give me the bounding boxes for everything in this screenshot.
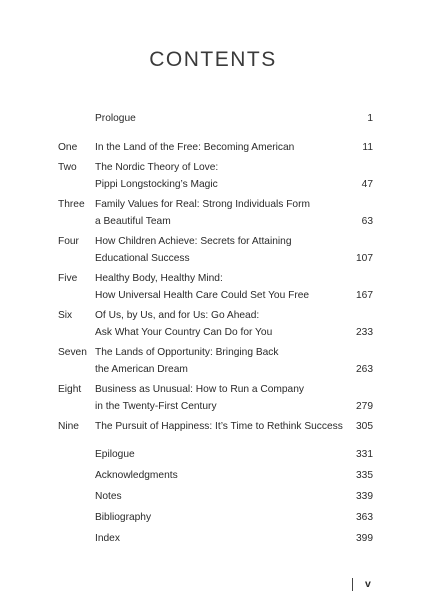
page-number: 339 — [356, 491, 373, 502]
chapter-number: One — [58, 142, 78, 153]
page-number: 47 — [361, 179, 373, 190]
page-number: 167 — [356, 290, 373, 301]
chapter-title-line-2: in the Twenty-First Century — [95, 401, 217, 412]
chapter-title: Index — [95, 533, 120, 544]
chapter-title-line-1: Of Us, by Us, and for Us: Go Ahead: — [95, 310, 260, 321]
chapter-title-line-2: a Beautiful Team — [95, 216, 171, 227]
page-number: 279 — [356, 401, 373, 412]
chapter-title-line-2: Educational Success — [95, 253, 190, 264]
chapter-title-line-1: How Children Achieve: Secrets for Attaining — [95, 236, 292, 247]
page-number: 107 — [356, 253, 373, 264]
chapter-number: Three — [58, 199, 85, 210]
page-number: 331 — [356, 449, 373, 460]
page-number: 263 — [356, 364, 373, 375]
chapter-number: Five — [58, 273, 78, 284]
page-number: 335 — [356, 470, 373, 481]
chapter-number: Two — [58, 162, 77, 173]
chapter-number: Four — [58, 236, 79, 247]
chapter-title: Acknowledgments — [95, 470, 178, 481]
page-number: 363 — [356, 512, 373, 523]
chapter-title-line-2: Pippi Longstocking’s Magic — [95, 179, 218, 190]
chapter-title: Bibliography — [95, 512, 152, 523]
page-number: 305 — [356, 421, 373, 432]
folio-page-number: v — [365, 578, 371, 590]
chapter-number: Seven — [58, 347, 87, 358]
chapter-title: Prologue — [95, 113, 136, 124]
chapter-title-line-1: The Nordic Theory of Love: — [95, 162, 219, 173]
chapter-number: Nine — [58, 421, 79, 432]
chapter-title-line-2: How Universal Health Care Could Set You Free — [95, 290, 310, 301]
chapter-title-line-1: Family Values for Real: Strong Individuals Form — [95, 199, 310, 210]
page-title: CONTENTS — [149, 48, 277, 71]
page-number: 399 — [356, 533, 373, 544]
page-number: 1 — [367, 113, 373, 124]
page-number: 11 — [362, 142, 373, 153]
page-number: 233 — [356, 327, 373, 338]
chapter-title: In the Land of the Free: Becoming American — [95, 142, 295, 153]
chapter-title: The Pursuit of Happiness: It’s Time to Rethink Success — [95, 421, 343, 432]
chapter-title-line-2: the American Dream — [95, 364, 188, 375]
chapter-title-line-1: Healthy Body, Healthy Mind: — [95, 273, 223, 284]
chapter-title-line-1: The Lands of Opportunity: Bringing Back — [95, 347, 279, 358]
chapter-title-line-2: Ask What Your Country Can Do for You — [95, 327, 273, 338]
chapter-title-line-1: Business as Unusual: How to Run a Company — [95, 384, 304, 395]
chapter-title: Epilogue — [95, 449, 135, 460]
chapter-title: Notes — [95, 491, 122, 502]
folio-divider — [352, 578, 353, 591]
chapter-number: Eight — [58, 384, 82, 395]
page-number: 63 — [361, 216, 373, 227]
chapter-number: Six — [58, 310, 73, 321]
